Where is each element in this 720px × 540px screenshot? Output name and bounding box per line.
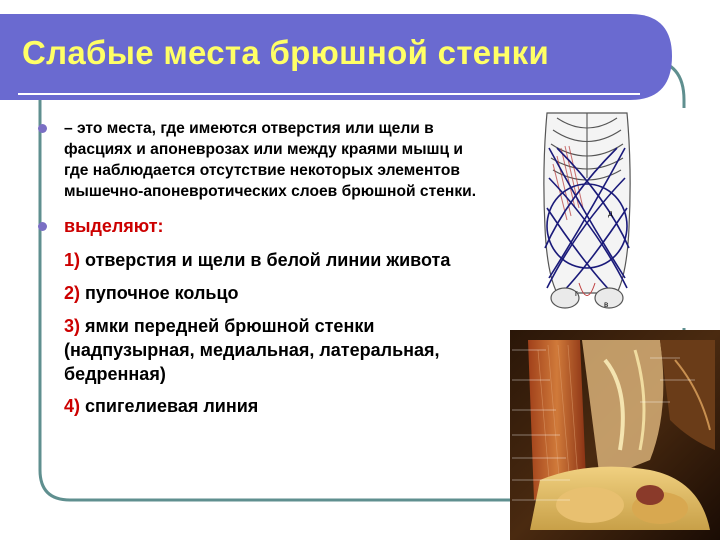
bullet-highlight bbox=[38, 215, 478, 237]
list-item bbox=[38, 248, 478, 272]
definition-text: – это места, где имеются отверстия или щели в фасциях и апоневрозах или между краями мышц и где наблюдается отсутствие некоторых элементов мышечно-апоневротических слоев брюшной стенки. bbox=[64, 120, 477, 200]
list-item bbox=[38, 394, 478, 418]
page-title: Слабые места брюшной стенки bbox=[22, 34, 550, 71]
bullet-definition bbox=[38, 118, 478, 202]
item-number: 3) bbox=[64, 316, 81, 336]
item-text: ямки передней брюшной стенки (надпузырная, медиальная, латеральная, бедренная) bbox=[64, 316, 440, 384]
list-item bbox=[38, 314, 478, 386]
item-text: спигелиевая линия bbox=[85, 396, 259, 416]
figure-label-g: г bbox=[575, 289, 578, 298]
content-area bbox=[38, 118, 478, 418]
item-text: пупочное кольцо bbox=[85, 283, 239, 303]
figure-label-v: в bbox=[604, 300, 609, 309]
highlight-text: выделяют: bbox=[64, 216, 164, 236]
item-number: 4) bbox=[64, 396, 81, 416]
item-number: 1) bbox=[64, 250, 81, 270]
item-number: 2) bbox=[64, 283, 81, 303]
bullet-dot-icon bbox=[38, 124, 47, 133]
abdominal-wall-diagram bbox=[487, 108, 687, 328]
item-text: отверстия и щели в белой линии живота bbox=[85, 250, 451, 270]
dissection-photo bbox=[510, 330, 720, 540]
figure-label-d: д bbox=[608, 209, 613, 218]
bullet-dot-icon bbox=[38, 222, 47, 231]
list-item bbox=[38, 281, 478, 305]
